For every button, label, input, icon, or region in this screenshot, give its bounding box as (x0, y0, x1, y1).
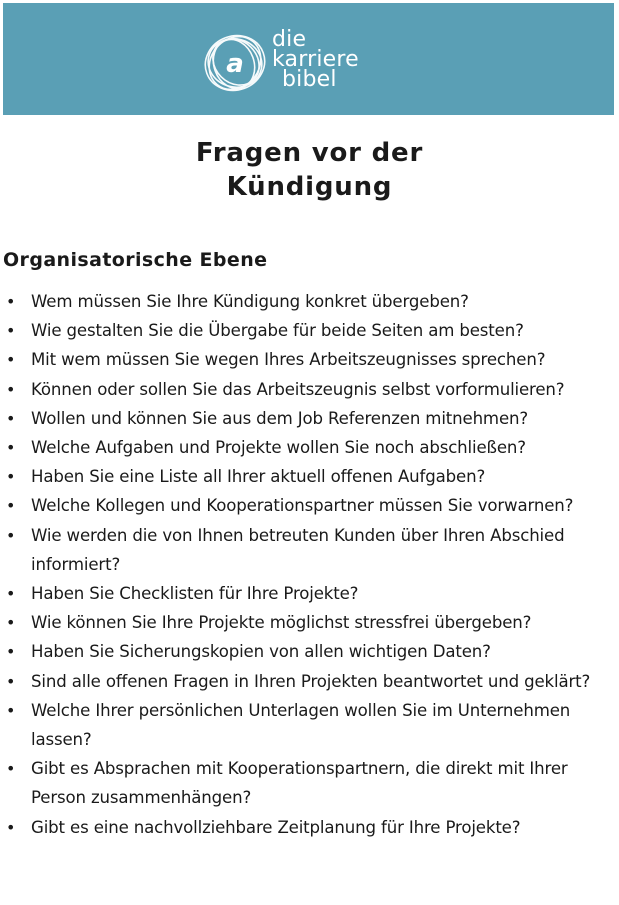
logo-swirl-icon (200, 28, 270, 98)
question-text: Mit wem müssen Sie wegen Ihres Arbeitszeugnisses sprechen? (31, 350, 546, 370)
header-banner (3, 3, 614, 115)
bullet-icon: • (6, 321, 16, 341)
question-text: Können oder sollen Sie das Arbeitszeugnis selbst vorformulieren? (31, 379, 565, 399)
list-item (0, 404, 619, 433)
brand-line-karriere: karriere (272, 47, 359, 72)
list-item (0, 579, 619, 608)
question-text: Welche Aufgaben und Projekte wollen Sie noch abschließen? (31, 438, 526, 458)
question-text: Wollen und können Sie aus dem Job Referenzen mitnehmen? (31, 408, 529, 428)
question-text: Sind alle offenen Fragen in Ihren Projekten beantwortet und geklärt? (31, 671, 591, 691)
list-item (0, 608, 619, 637)
bullet-icon: • (6, 759, 16, 779)
list-item (0, 754, 619, 812)
question-text: Welche Kollegen und Kooperationspartner müssen Sie vorwarnen? (31, 496, 574, 516)
question-text: Wem müssen Sie Ihre Kündigung konkret übergeben? (31, 292, 469, 311)
list-item (0, 521, 619, 579)
question-list (0, 287, 619, 842)
bullet-icon: • (6, 613, 16, 633)
question-text: Haben Sie Sicherungskopien von allen wichtigen Daten? (31, 642, 491, 662)
list-item (0, 287, 619, 316)
bullet-icon: • (6, 584, 16, 604)
question-text: Wie gestalten Sie die Übergabe für beide Seiten am besten? (31, 321, 524, 341)
list-item (0, 462, 619, 491)
question-text: Wie können Sie Ihre Projekte möglichst stressfrei übergeben? (31, 613, 532, 633)
page-title-line-1: Fragen vor der (195, 138, 424, 168)
svg-text:a: a (226, 49, 244, 79)
list-item (0, 813, 619, 842)
brand-line-die: die (272, 27, 307, 52)
question-text: Gibt es Absprachen mit Kooperationspartnern, die direkt mit Ihrer Person zusammenhängen? (31, 759, 568, 808)
list-item (0, 375, 619, 404)
bullet-icon: • (6, 700, 16, 720)
list-item (0, 696, 619, 754)
bullet-icon: • (6, 496, 16, 516)
brand-wordmark (272, 27, 359, 92)
bullet-icon: • (6, 408, 16, 428)
bullet-icon: • (6, 642, 16, 662)
question-text: Wie werden die von Ihnen betreuten Kunden über Ihren Abschied informiert? (31, 525, 565, 574)
brand-logo (200, 28, 370, 98)
question-text: Welche Ihrer persönlichen Unterlagen wollen Sie im Unternehmen lassen? (31, 700, 571, 750)
bullet-icon: • (6, 467, 16, 487)
question-text: Gibt es eine nachvollziehbare Zeitplanung für Ihre Projekte? (31, 817, 521, 837)
page-title (0, 136, 619, 204)
bullet-icon: • (6, 525, 16, 545)
list-item (0, 433, 619, 462)
question-text: Haben Sie eine Liste all Ihrer aktuell offenen Aufgaben? (31, 467, 486, 487)
bullet-icon: • (6, 350, 16, 370)
question-text: Haben Sie Checklisten für Ihre Projekte? (31, 584, 359, 604)
brand-line-bibel: bibel (282, 67, 337, 92)
bullet-icon: • (6, 292, 16, 311)
list-item (0, 667, 619, 696)
bullet-icon: • (6, 379, 16, 399)
bullet-icon: • (6, 671, 16, 691)
bullet-icon: • (6, 817, 16, 837)
list-item (0, 345, 619, 374)
bullet-icon: • (6, 438, 16, 458)
list-item (0, 316, 619, 345)
list-item (0, 491, 619, 520)
list-item (0, 637, 619, 666)
page-title-line-2: Kündigung (226, 172, 393, 202)
section-heading: Organisatorische Ebene (3, 249, 268, 271)
